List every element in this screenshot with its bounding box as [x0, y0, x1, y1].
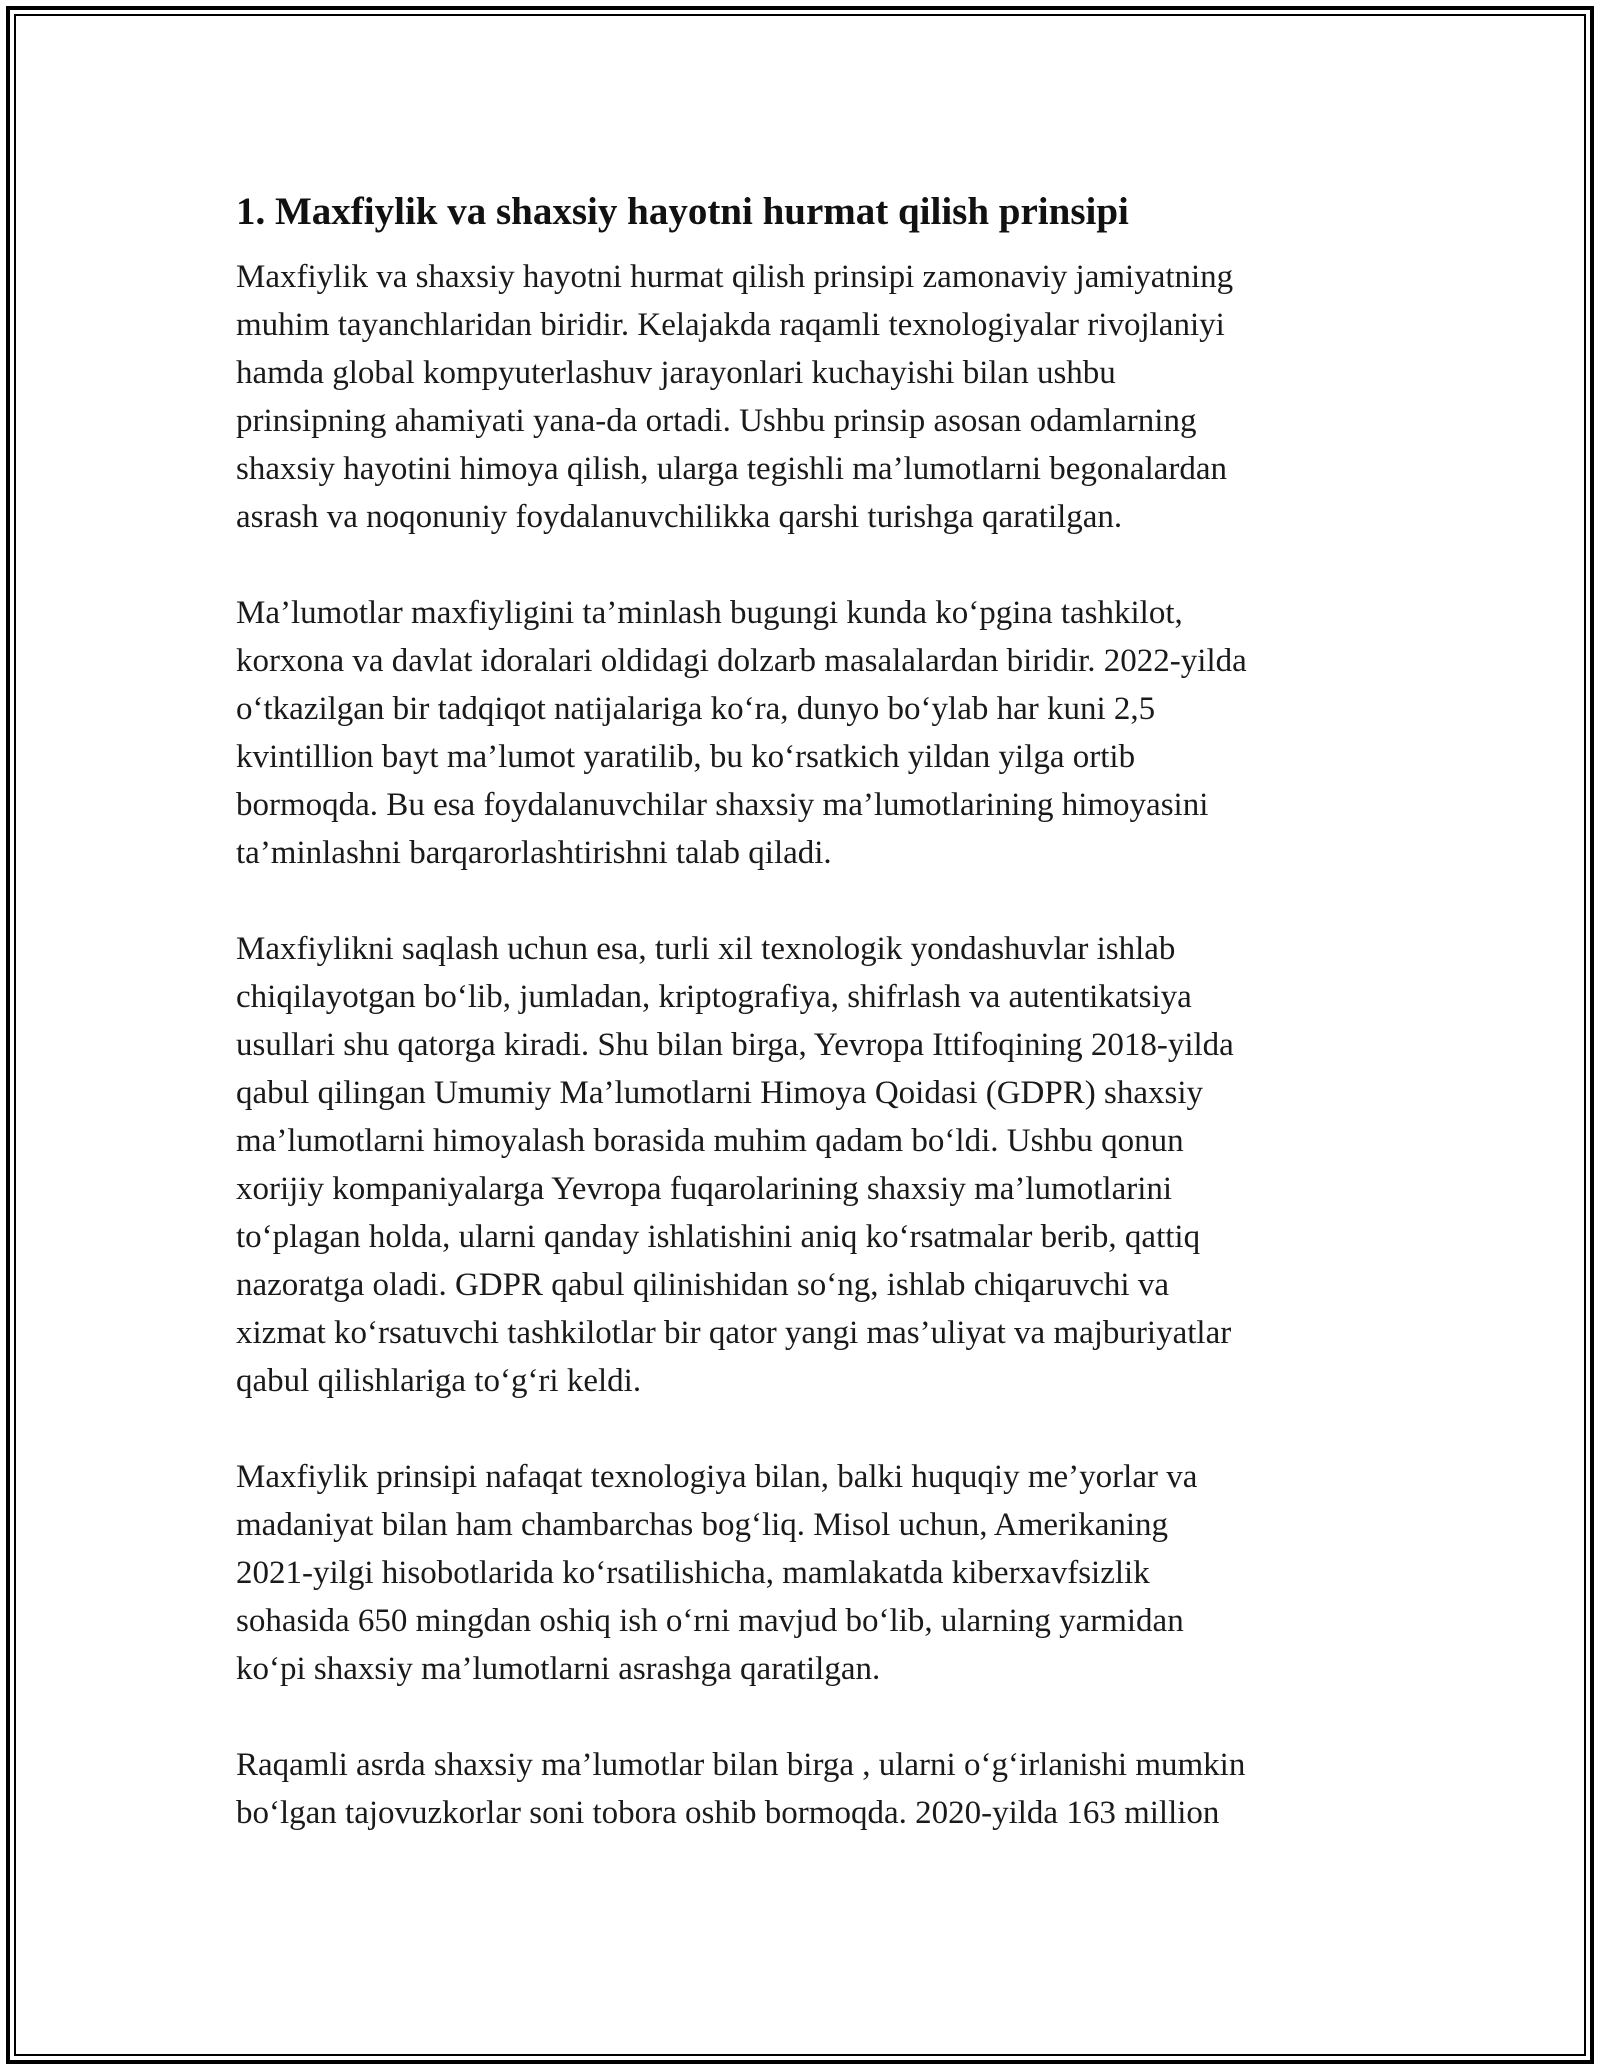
paragraph-line: bo‘lgan tajovuzkorlar soni tobora oshib bormoqda. 2020-yilda 163 million: [236, 1795, 1220, 1831]
paragraph-5: [236, 1741, 1366, 1837]
paragraph-line: prinsipning ahamiyati yana-da ortadi. Ushbu prinsip asosan odamlarning: [236, 403, 1197, 439]
paragraph-line: chiqilayotgan bo‘lib, jumladan, kriptografiya, shifrlash va autentikatsiya: [236, 979, 1192, 1015]
paragraph-line: shaxsiy hayotini himoya qilish, ularga tegishli ma’lumotlarni begonalardan: [236, 451, 1228, 487]
document-body: [236, 185, 1366, 1885]
paragraph-line: Maxfiylikni saqlash uchun esa, turli xil texnologik yondashuvlar ishlab: [236, 931, 1176, 967]
paragraph-line: qabul qilishlariga to‘g‘ri keldi.: [236, 1363, 642, 1399]
paragraph-line: Maxfiylik va shaxsiy hayotni hurmat qilish prinsipi zamonaviy jamiyatning: [236, 259, 1234, 295]
paragraph-line: qabul qilingan Umumiy Ma’lumotlarni Himoya Qoidasi (GDPR) shaxsiy: [236, 1075, 1203, 1111]
paragraph-line: o‘tkazilgan bir tadqiqot natijalariga ko‘ra, dunyo bo‘ylab har kuni 2,5: [236, 691, 1156, 727]
paragraph-4: [236, 1453, 1366, 1693]
paragraph-line: to‘plagan holda, ularni qanday ishlatishini aniq ko‘rsatmalar berib, qattiq: [236, 1219, 1201, 1255]
paragraph-line: muhim tayanchlaridan biridir. Kelajakda raqamli texnologiyalar rivojlaniyi: [236, 307, 1225, 343]
paragraph-line: korxona va davlat idoralari oldidagi dolzarb masalalardan biridir. 2022-yilda: [236, 643, 1247, 679]
paragraph-line: ta’minlashni barqarorlashtirishni talab qiladi.: [236, 835, 832, 871]
paragraph-line: xizmat ko‘rsatuvchi tashkilotlar bir qator yangi mas’uliyat va majburiyatlar: [236, 1315, 1232, 1351]
paragraph-line: hamda global kompyuterlashuv jarayonlari kuchayishi bilan ushbu: [236, 355, 1116, 391]
paragraph-line: usullari shu qatorga kiradi. Shu bilan birga, Yevropa Ittifoqining 2018-yilda: [236, 1027, 1234, 1063]
paragraph-1: [236, 253, 1366, 541]
paragraph-line: Raqamli asrda shaxsiy ma’lumotlar bilan birga , ularni o‘g‘irlanishi mumkin: [236, 1747, 1246, 1783]
paragraph-line: ko‘pi shaxsiy ma’lumotlarni asrashga qaratilgan.: [236, 1651, 881, 1687]
paragraph-line: 2021-yilgi hisobotlarida ko‘rsatilishicha, mamlakatda kiberxavfsizlik: [236, 1555, 1150, 1591]
section-heading: 1. Maxfiylik va shaxsiy hayotni hurmat qilish prinsipi: [236, 190, 1129, 233]
paragraph-line: Ma’lumotlar maxfiyligini ta’minlash bugungi kunda ko‘pgina tashkilot,: [236, 595, 1183, 631]
paragraph-line: kvintillion bayt ma’lumot yaratilib, bu ko‘rsatkich yildan yilga ortib: [236, 739, 1136, 775]
paragraph-3: [236, 925, 1366, 1405]
paragraph-line: madaniyat bilan ham chambarchas bog‘liq. Misol uchun, Amerikaning: [236, 1507, 1169, 1543]
paragraph-line: Maxfiylik prinsipi nafaqat texnologiya bilan, balki huquqiy me’yorlar va: [236, 1459, 1198, 1495]
paragraph-line: ma’lumotlarni himoyalash borasida muhim qadam bo‘ldi. Ushbu qonun: [236, 1123, 1184, 1159]
paragraph-line: sohasida 650 mingdan oshiq ish o‘rni mavjud bo‘lib, ularning yarmidan: [236, 1603, 1184, 1639]
paragraph-line: asrash va noqonuniy foydalanuvchilikka qarshi turishga qaratilgan.: [236, 499, 1123, 535]
paragraph-line: nazoratga oladi. GDPR qabul qilinishidan so‘ng, ishlab chiqaruvchi va: [236, 1267, 1169, 1303]
paragraph-2: [236, 589, 1366, 877]
paragraph-line: xorijiy kompaniyalarga Yevropa fuqarolarining shaxsiy ma’lumotlarini: [236, 1171, 1173, 1207]
paragraph-line: bormoqda. Bu esa foydalanuvchilar shaxsiy ma’lumotlarining himoyasini: [236, 787, 1209, 823]
